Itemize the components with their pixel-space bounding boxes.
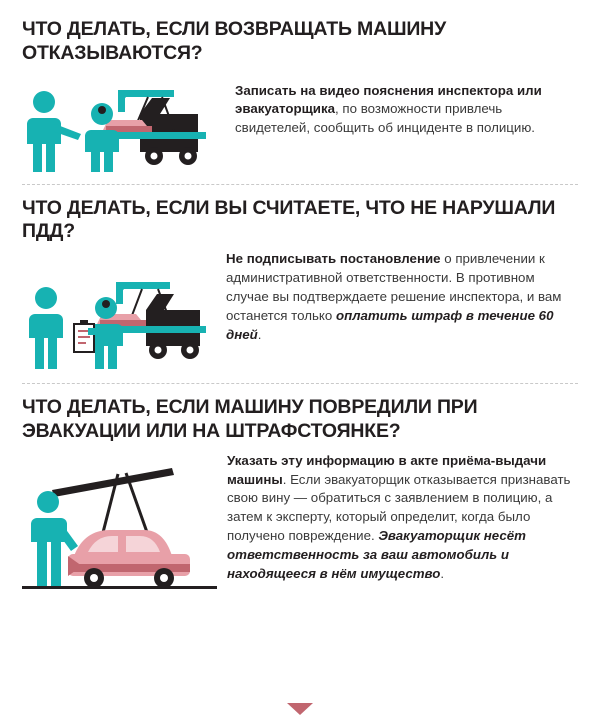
section-3-paragraph — [217, 450, 578, 584]
damaged-car-inspection-illustration — [22, 460, 217, 600]
section-3-text-tail: . — [440, 565, 445, 581]
section-2-heading: ЧТО ДЕЛАТЬ, ЕСЛИ ВЫ СЧИТАЕТЕ, ЧТО НЕ НАРУШАЛИ ПДД? — [22, 196, 556, 243]
section-2-text-bold-italic: оплатить штраф в течение 60 дней — [226, 307, 554, 342]
section-2-text-normal: о привлечении к административной ответственности. В противном случае вы подтверждаете решение инспектора, и вам останется только — [226, 251, 562, 323]
section-3-text-bold: Указать эту информацию в акте приёма-выдачи машины — [227, 452, 547, 487]
divider-2 — [22, 383, 578, 384]
section-1-text-normal: , по возможности привлечь свидетелей, сообщить об инциденте в полицию. — [235, 101, 536, 136]
divider-1 — [22, 184, 578, 185]
section-1-paragraph — [227, 72, 578, 139]
tow-truck-and-person-illustration — [22, 74, 227, 174]
section-3-heading: ЧТО ДЕЛАТЬ, ЕСЛИ МАШИНУ ПОВРЕДИЛИ ПРИ ЭВАКУАЦИИ ИЛИ НА ШТРАФСТОЯНКЕ? — [22, 396, 478, 442]
section-damaged-car — [22, 396, 578, 600]
section-2-text-bold: Не подписывать постановление — [226, 251, 441, 267]
section-3-text-normal: . Если эвакуаторщик отказывается признавать свою вину — обратиться с заявлением в полицию, а затем к эксперту, который определит, когда было получено повреждение. — [227, 471, 571, 544]
footer-chevron-icon — [287, 703, 313, 716]
section-1-heading: ЧТО ДЕЛАТЬ, ЕСЛИ ВОЗВРАЩАТЬ МАШИНУ ОТКАЗЫВАЮТСЯ? — [22, 18, 446, 64]
section-2-paragraph — [214, 250, 578, 344]
section-refuse-to-return — [22, 18, 578, 174]
section-not-violated — [22, 197, 578, 374]
inspector-with-clipboard-illustration — [22, 268, 214, 373]
section-3-text-bold-italic: Эвакуаторщик несёт ответственность за ваш автомобиль и находящееся в нём имущество — [227, 528, 526, 581]
section-1-text-bold: Записать на видео пояснения инспектора или эвакуаторщика — [235, 82, 542, 117]
section-2-text-tail: . — [257, 326, 262, 342]
